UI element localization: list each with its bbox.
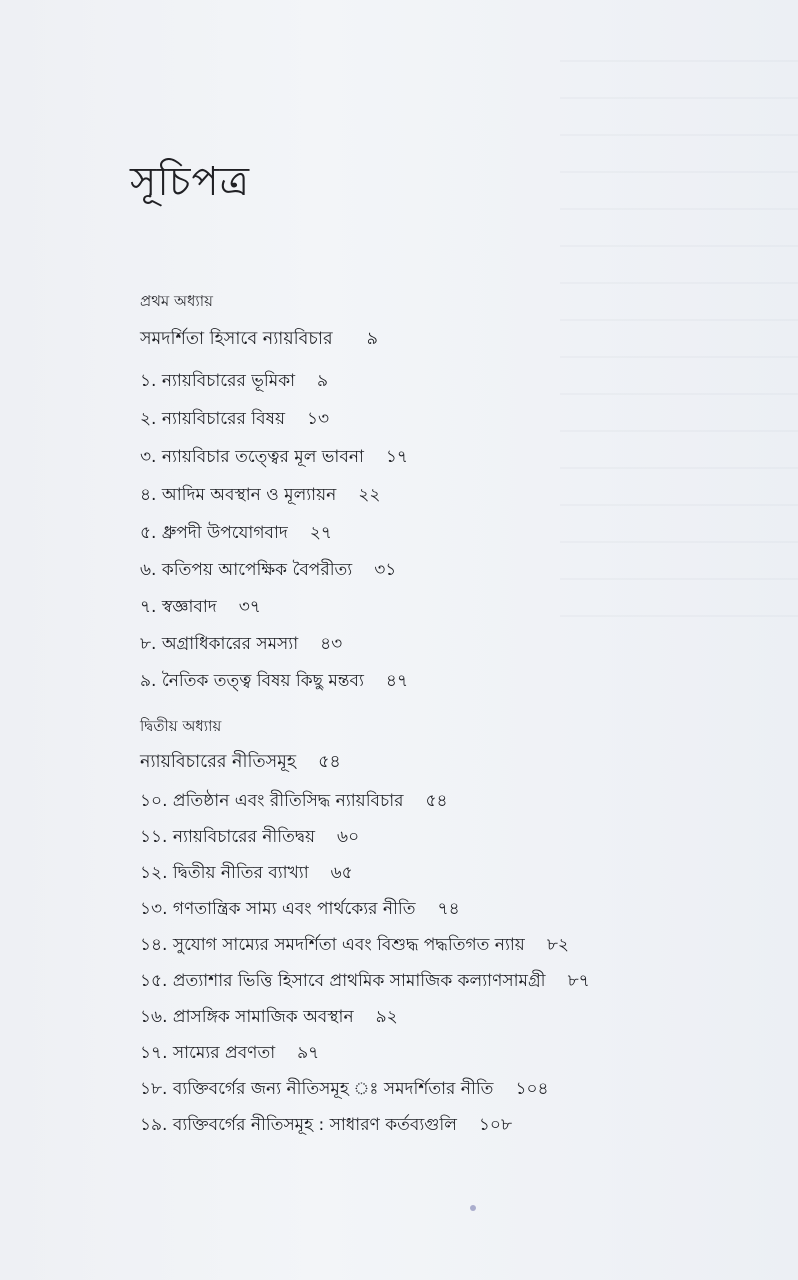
page-title: সূচিপত্র (130, 159, 250, 205)
toc-entry[interactable] (140, 1006, 398, 1028)
toc-entry-page: ৪৭ (385, 671, 409, 691)
toc-entry-label: ৮. অগ্রাধিকারের সমস্যা (140, 634, 299, 654)
toc-entry-label: ১০. প্রতিষ্ঠান এবং রীতিসিদ্ধ ন্যায়বিচার (140, 791, 404, 811)
toc-entry-label: ৫. ধ্রুপদী উপযোগবাদ (140, 523, 288, 543)
toc-entry-page: ৩৭ (238, 597, 261, 617)
toc-entry-page: ৬৫ (330, 863, 353, 883)
toc-entry[interactable] (140, 484, 380, 506)
toc-entry-label: ৪. আদিম অবস্থান ও মূল্যায়ন (140, 485, 337, 505)
toc-entry-label: ৩. ন্যায়বিচার তত্ত্বের মূল ভাবনা (140, 447, 364, 467)
chapter1-subtitle (140, 328, 378, 350)
toc-entry-page: ৮৭ (567, 971, 590, 991)
toc-entry-page: ৫৪ (425, 791, 448, 811)
bleed-through-text (560, 60, 798, 620)
toc-entry[interactable] (140, 559, 396, 581)
toc-entry-page: ৪৩ (320, 634, 343, 654)
chapter2-heading: দ্বিতীয় অধ্যায় (140, 717, 222, 735)
toc-entry[interactable] (140, 934, 569, 956)
chapter2-subtitle (140, 751, 341, 773)
toc-entry[interactable] (140, 970, 590, 992)
toc-entry-label: ১৫. প্রত্যাশার ভিত্তি হিসাবে প্রাথমিক সামাজিক কল্যাণসামগ্রী (140, 971, 546, 991)
toc-entry[interactable] (140, 596, 261, 618)
toc-entry-label: ৯. নৈতিক তত্ত্ব বিষয় কিছু মন্তব্য (140, 671, 364, 691)
ink-spot (470, 1205, 476, 1211)
toc-entry[interactable] (140, 862, 353, 884)
toc-entry-page: ২২ (358, 485, 381, 505)
toc-entry-page: ১০৪ (515, 1079, 549, 1099)
chapter1-subtitle-page: ৯ (366, 329, 378, 349)
toc-entry[interactable] (140, 1078, 549, 1100)
toc-entry[interactable] (140, 522, 332, 544)
toc-entry-page: ২৭ (309, 523, 332, 543)
toc-entry-page: ১৩ (306, 409, 330, 429)
toc-entry-label: ৭. স্বজ্ঞাবাদ (140, 597, 217, 617)
toc-entry[interactable] (140, 370, 328, 392)
toc-entry[interactable] (140, 633, 342, 655)
toc-entry-page: ১৭ (385, 447, 408, 467)
toc-entry-page: ৯৭ (297, 1043, 320, 1063)
toc-entry-page: ৮২ (546, 935, 569, 955)
toc-entry-label: ১৪. সুযোগ সাম্যের সমদর্শিতা এবং বিশুদ্ধ পদ্ধতিগত ন্যায় (140, 935, 525, 955)
toc-entry-label: ১১. ন্যায়বিচারের নীতিদ্বয় (140, 827, 316, 847)
toc-entry-page: ৩১ (374, 560, 397, 580)
toc-entry[interactable] (140, 826, 359, 848)
chapter1-subtitle-text: সমদর্শিতা হিসাবে ন্যায়বিচার (140, 329, 333, 349)
chapter2-subtitle-page: ৫৪ (318, 752, 341, 772)
toc-entry[interactable] (140, 898, 460, 920)
toc-entry-page: ১০৮ (478, 1115, 513, 1135)
chapter1-heading: প্রথম অধ্যায় (140, 292, 213, 310)
chapter2-subtitle-text: ন্যায়বিচারের নীতিসমূহ (140, 752, 297, 772)
toc-entry[interactable] (140, 408, 329, 430)
toc-entry-label: ১৯. ব্যক্তিবর্গের নীতিসমূহ : সাধারণ কর্তব্যগুলি (140, 1115, 457, 1135)
toc-entry[interactable] (140, 670, 408, 692)
toc-entry-page: ৬০ (337, 827, 360, 847)
toc-entry-label: ৬. কতিপয় আপেক্ষিক বৈপরীত্য (140, 560, 353, 580)
toc-entry[interactable] (140, 446, 408, 468)
toc-entry-page: ৯২ (375, 1007, 398, 1027)
toc-entry-page: ৯ (317, 371, 329, 391)
toc-entry-label: ১৭. সাম্যের প্রবণতা (140, 1043, 276, 1063)
toc-entry-label: ১৬. প্রাসঙ্গিক সামাজিক অবস্থান (140, 1007, 354, 1027)
toc-entry[interactable] (140, 1114, 512, 1136)
toc-entry-label: ১. ন্যায়বিচারের ভূমিকা (140, 371, 296, 391)
toc-entry-label: ১৩. গণতান্ত্রিক সাম্য এবং পার্থক্যের নীতি (140, 899, 416, 919)
toc-entry-label: ১৮. ব্যক্তিবর্গের জন্য নীতিসমূহ ঃ সমদর্শিতার নীতি (140, 1079, 494, 1099)
toc-entry[interactable] (140, 790, 448, 812)
toc-entry-label: ১২. দ্বিতীয় নীতির ব্যাখ্যা (140, 863, 309, 883)
toc-entry-page: ৭৪ (437, 899, 460, 919)
toc-entry[interactable] (140, 1042, 319, 1064)
toc-entry-label: ২. ন্যায়বিচারের বিষয় (140, 409, 285, 429)
